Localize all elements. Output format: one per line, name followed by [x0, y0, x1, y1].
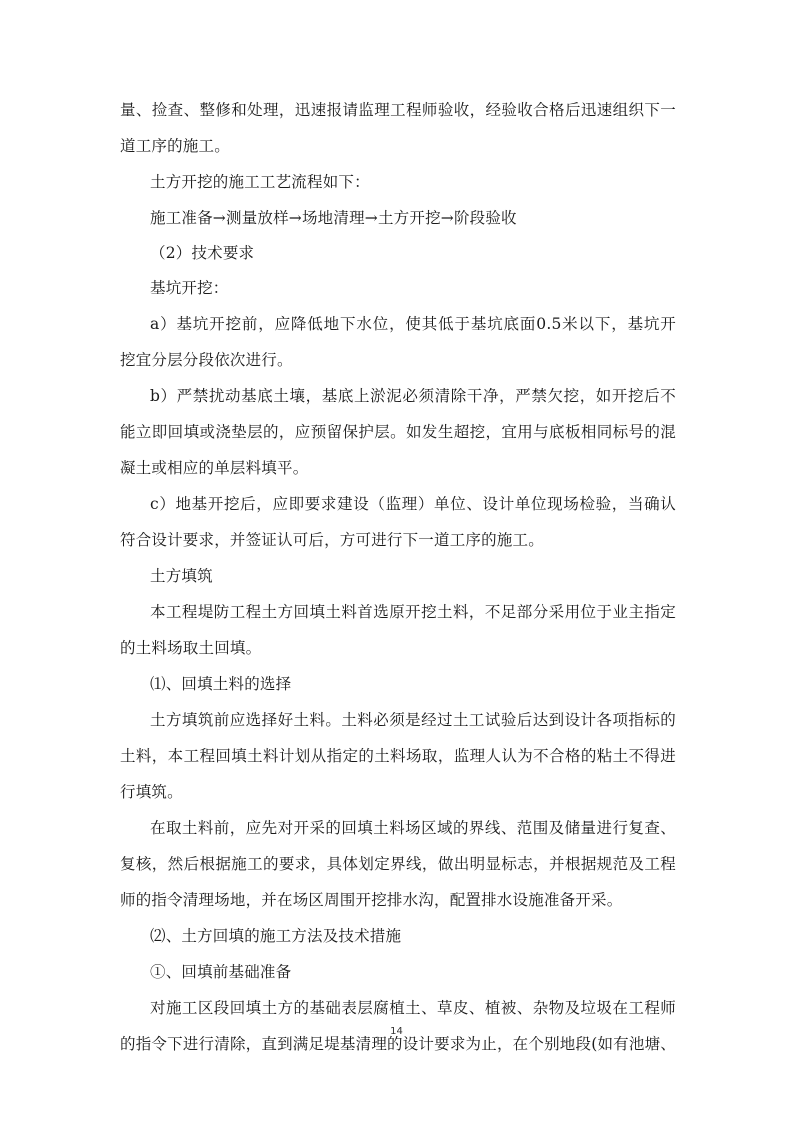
text-line: 师的指令清理场地，并在场区周围开挖排水沟，配置排水设施准备开采。	[120, 891, 623, 909]
section-heading: 土方填筑	[150, 567, 213, 585]
text-line: b）严禁扰动基底土壤，基底上淤泥必须清除干净，严禁欠挖，如开挖后不	[150, 387, 676, 405]
text-line: 量、捡查、整修和处理，迅速报请监理工程师验收，经验收合格后迅速组织下一	[120, 101, 676, 119]
text-line: 的指令下进行清除，直到满足堤基清理的设计要求为止，在个别地段(如有池塘、	[120, 1035, 676, 1053]
section-heading: ①、回填前基础准备	[150, 963, 292, 981]
text-line: 复核，然后根据施工的要求，具体划定界线，做出明显标志，并根据规范及工程	[120, 855, 676, 873]
text-line: 本工程堤防工程土方回填土料首选原开挖土料，不足部分采用位于业主指定	[150, 603, 676, 621]
text-line: a）基坑开挖前，应降低地下水位，使其低于基坑底面0.5米以下，基坑开	[150, 315, 676, 333]
text-line: 土料，本工程回填土料计划从指定的土料场取，监理人认为不合格的粘土不得进	[120, 747, 676, 765]
text-line: 能立即回填或浇垫层的，应预留保护层。如发生超挖，宜用与底板相同标号的混	[120, 423, 676, 441]
text-line: 符合设计要求，并签证认可后，方可进行下一道工序的施工。	[120, 531, 544, 549]
text-line: 的土料场取土回填。	[120, 639, 262, 657]
text-line: 对施工区段回填土方的基础表层腐植土、草皮、植被、杂物及垃圾在工程师	[150, 999, 676, 1017]
text-line: 土方开挖的施工工艺流程如下：	[150, 173, 370, 191]
text-line: 凝土或相应的单层料填平。	[120, 459, 309, 477]
text-line: 在取土料前，应先对开采的回填土料场区域的界线、范围及储量进行复查、	[150, 819, 676, 837]
text-line: c）地基开挖后，应即要求建设（监理）单位、设计单位现场检验，当确认	[150, 495, 676, 513]
text-line: 道工序的施工。	[120, 137, 230, 155]
text-line: 挖宜分层分段依次进行。	[120, 351, 293, 369]
section-heading: ⑵、土方回填的施工方法及技术措施	[150, 927, 402, 945]
text-line: 土方填筑前应选择好土料。土料必须是经过土工试验后达到设计各项指标的	[150, 711, 676, 729]
section-heading: （2）技术要求	[150, 244, 255, 262]
text-line: 施工准备→测量放样→场地清理→土方开挖→阶段验收	[150, 209, 517, 227]
text-line: 基坑开挖：	[150, 279, 229, 297]
page-number: 14	[390, 1026, 403, 1037]
section-heading: ⑴、回填土料的选择	[150, 675, 292, 693]
text-line: 行填筑。	[120, 783, 183, 801]
